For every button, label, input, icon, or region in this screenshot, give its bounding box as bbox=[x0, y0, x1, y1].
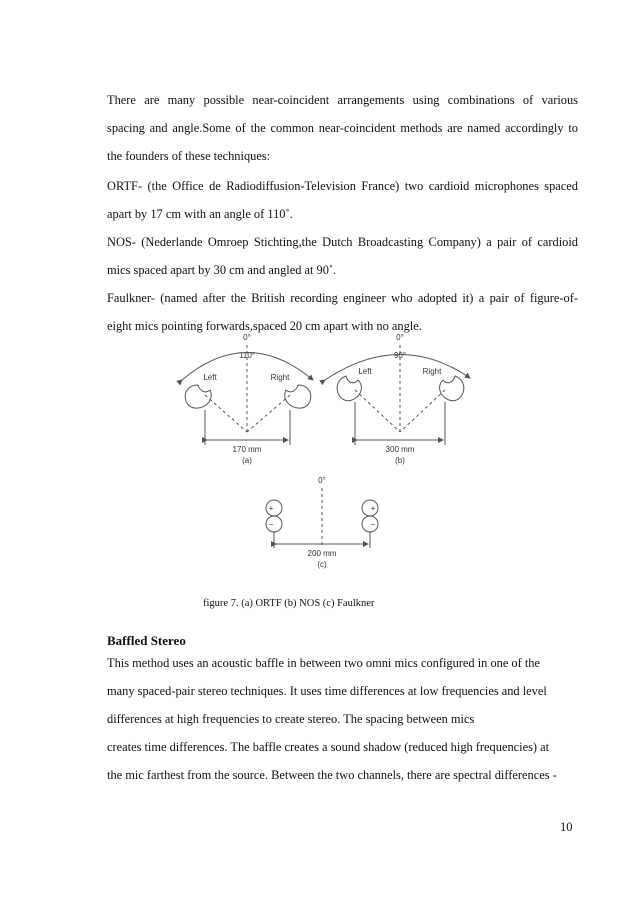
nos-tag: (b) bbox=[395, 456, 405, 465]
figure-caption: figure 7. (a) ORTF (b) NOS (c) Faulkner bbox=[203, 598, 375, 609]
page-number: 10 bbox=[560, 820, 573, 834]
nos-left-label: Left bbox=[358, 367, 372, 376]
baffled-line: differences at high frequencies to create stereo. The spacing between mics bbox=[107, 712, 475, 726]
ortf-left-label: Left bbox=[203, 373, 217, 382]
nos-distance-label: 300 mm bbox=[385, 445, 415, 454]
faulkner-line: Faulkner- (named after the British recording engineer who adopted it) a pair of figure-of- bbox=[107, 291, 578, 305]
intro-line: There are many possible near-coincident arrangements using combinations of various bbox=[107, 93, 578, 107]
ortf-distance-label: 170 mm bbox=[232, 445, 262, 454]
nos-angle-label: 90° bbox=[393, 351, 407, 360]
ortf-zero-label: 0° bbox=[243, 333, 251, 342]
ortf-right-label: Right bbox=[270, 373, 290, 382]
ortf-line: ORTF- (the Office de Radiodiffusion-Television France) two cardioid microphones spaced bbox=[107, 179, 578, 193]
faulkner-right-minus: − bbox=[370, 520, 376, 529]
section-heading: Baffled Stereo bbox=[107, 633, 186, 648]
intro-line: the founders of these techniques: bbox=[107, 149, 271, 163]
ortf-diagram bbox=[182, 333, 313, 465]
nos-diagram bbox=[325, 333, 470, 465]
nos-zero-label: 0° bbox=[396, 333, 404, 342]
baffled-paragraph bbox=[107, 649, 578, 789]
faulkner-right-plus: + bbox=[370, 504, 376, 513]
faulkner-distance-label: 200 mm bbox=[307, 549, 337, 558]
nos-line: NOS- (Nederlande Omroep Stichting,the Dutch Broadcasting Company) a pair of cardioid bbox=[107, 235, 578, 249]
nos-left-cardioid-icon bbox=[337, 376, 361, 401]
ortf-tag: (a) bbox=[242, 456, 252, 465]
baffled-line: This method uses an acoustic baffle in between two omni mics configured in one of the bbox=[107, 656, 540, 670]
nos-right-label: Right bbox=[422, 367, 442, 376]
ortf-angle-label: 110° bbox=[239, 351, 255, 360]
faulkner-left-plus: + bbox=[268, 504, 274, 513]
nos-line: mics spaced apart by 30 cm and angled at 90˚. bbox=[107, 263, 337, 277]
faulkner-line: eight mics pointing forwards,spaced 20 cm apart with no angle. bbox=[107, 319, 422, 333]
faulkner-tag: (c) bbox=[317, 560, 327, 569]
ortf-line: apart by 17 cm with an angle of 110˚. bbox=[107, 207, 293, 221]
faulkner-diagram bbox=[266, 476, 378, 569]
baffled-line: many spaced-pair stereo techniques. It uses time differences at low frequencies and level bbox=[107, 684, 547, 698]
faulkner-left-minus: − bbox=[268, 520, 274, 529]
baffled-line: the mic farthest from the source. Between the two channels, there are spectral differences - bbox=[107, 768, 557, 782]
nos-right-cardioid-icon bbox=[440, 376, 464, 401]
faulkner-zero-label: 0° bbox=[318, 476, 326, 485]
baffled-line: creates time differences. The baffle creates a sound shadow (reduced high frequencies) at bbox=[107, 740, 550, 754]
intro-line: spacing and angle.Some of the common near-coincident methods are named accordingly to bbox=[107, 121, 578, 135]
